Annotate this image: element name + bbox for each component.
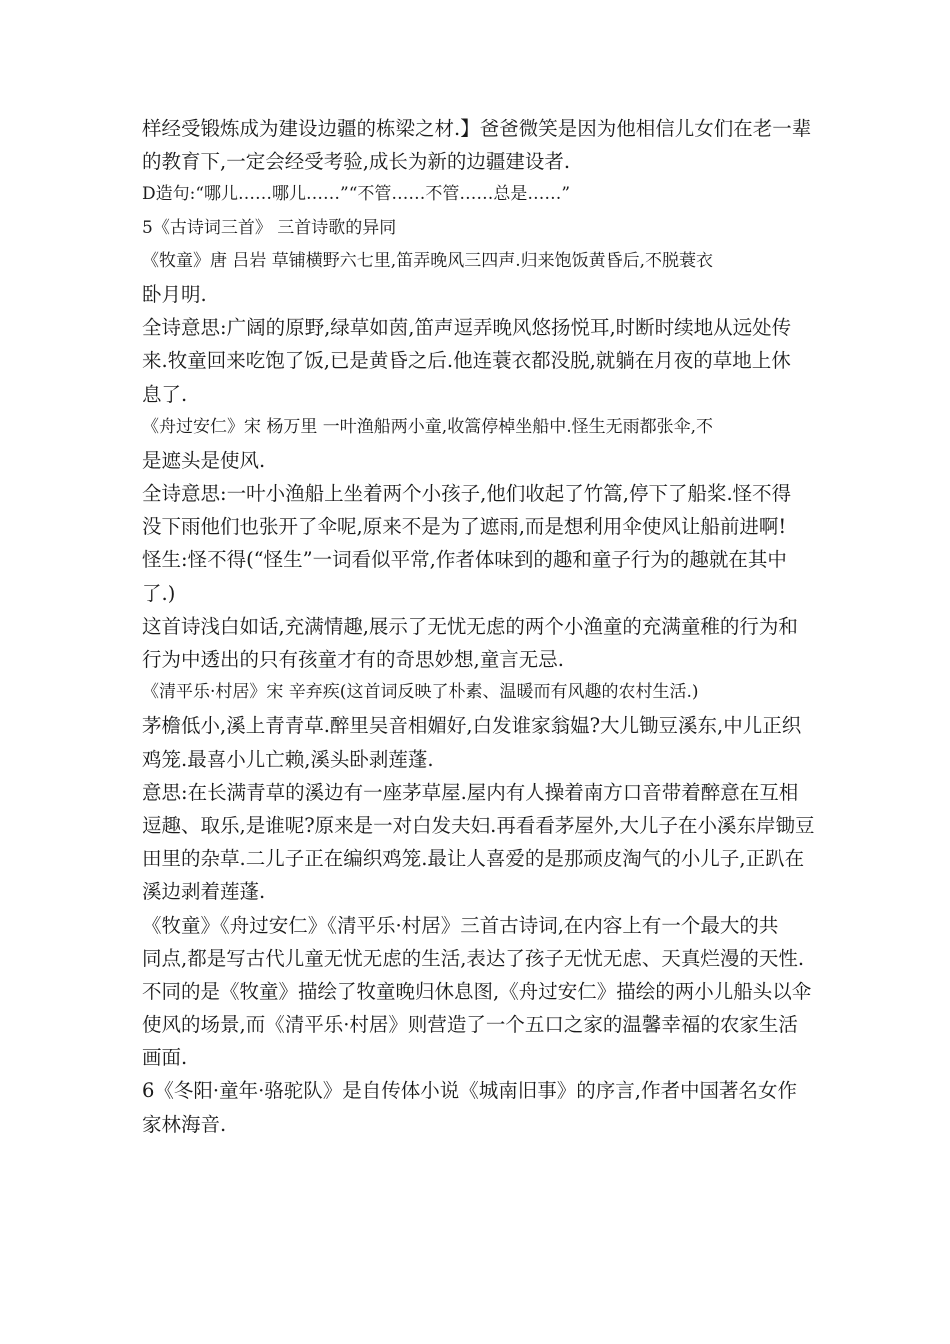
text-line: 来.牧童回来吃饱了饭,已是黄昏之后.他连蓑衣都没脱,就躺在月夜的草地上休 bbox=[142, 349, 791, 373]
text-line: 不同的是《牧童》描绘了牧童晚归休息图,《舟过安仁》描绘的两小儿船头以伞 bbox=[142, 979, 812, 1003]
poem-line: 《牧童》唐 吕岩 草铺横野六七里,笛弄晚风三四声.归来饱饭黄昏后,不脱蓑衣 bbox=[142, 250, 714, 271]
text-line: 全诗意思:广阔的原野,绿草如茵,笛声逗弄晚风悠扬悦耳,时断时续地从远处传 bbox=[142, 316, 792, 340]
text-line: 全诗意思:一叶小渔船上坐着两个小孩子,他们收起了竹篙,停下了船桨.怪不得 bbox=[142, 482, 792, 506]
poem-line: 《舟过安仁》宋 杨万里 一叶渔船两小童,收篙停棹坐船中.怪生无雨都张伞,不 bbox=[142, 416, 714, 437]
text-line: D造句:“哪儿……哪儿……”“不管……不管……总是……” bbox=[142, 184, 571, 205]
text-line: 同点,都是写古代儿童无忧无虑的生活,表达了孩子无忧无虑、天真烂漫的天性. bbox=[142, 946, 805, 970]
poem-line: 是遮头是使风. bbox=[142, 448, 266, 472]
text-line: 溪边剥着莲蓬. bbox=[142, 880, 266, 904]
text-line: 画面. bbox=[142, 1046, 188, 1070]
text-line: 这首诗浅白如话,充满情趣,展示了无忧无虑的两个小渔童的充满童稚的行为和 bbox=[142, 614, 798, 638]
poem-line: 茅檐低小,溪上青青草.醉里吴音相媚好,白发谁家翁媪?大儿锄豆溪东,中儿正织 bbox=[142, 714, 802, 738]
text-line: 意思:在长满青草的溪边有一座茅草屋.屋内有人操着南方口音带着醉意在互相 bbox=[142, 780, 799, 804]
section-heading: 5《古诗词三首》 三首诗歌的异同 bbox=[142, 217, 397, 238]
text-line: 的教育下,一定会经受考验,成长为新的边疆建设者. bbox=[142, 150, 571, 174]
text-line: 使风的场景,而《清平乐·村居》则营造了一个五口之家的温馨幸福的农家生活 bbox=[142, 1013, 798, 1037]
text-line: 怪生:怪不得(“怪生”一词看似平常,作者体味到的趣和童子行为的趣就在其中 bbox=[142, 548, 787, 572]
text-line: 家林海音. bbox=[142, 1112, 227, 1136]
text-line: 行为中透出的只有孩童才有的奇思妙想,童言无忌. bbox=[142, 648, 564, 671]
text-line: 息了. bbox=[142, 382, 188, 406]
poem-line: 鸡笼.最喜小儿亡赖,溪头卧剥莲蓬. bbox=[142, 747, 434, 771]
text-line: 逗趣、取乐,是谁呢?原来是一对白发夫妇.再看看茅屋外,大儿子在小溪东岸锄豆 bbox=[142, 813, 815, 837]
text-line: 田里的杂草.二儿子正在编织鸡笼.最让人喜爱的是那顽皮淘气的小儿子,正趴在 bbox=[142, 847, 805, 871]
text-line: 没下雨他们也张开了伞呢,原来不是为了遮雨,而是想利用伞使风让船前进啊! bbox=[142, 515, 787, 539]
poem-line: 卧月明. bbox=[142, 282, 207, 306]
document-body bbox=[142, 112, 817, 1141]
text-line: 6《冬阳·童年·骆驼队》是自传体小说《城南旧事》的序言,作者中国著名女作 bbox=[142, 1079, 798, 1103]
text-line: 了.) bbox=[142, 581, 176, 605]
text-line: 《牧童》《舟过安仁》《清平乐·村居》三首古诗词,在内容上有一个最大的共 bbox=[142, 913, 779, 937]
poem-line: 《清平乐·村居》宋 辛弃疾(这首词反映了朴素、温暖而有风趣的农村生活.) bbox=[142, 682, 699, 703]
text-line: 样经受锻炼成为建设边疆的栋梁之材.】爸爸微笑是因为他相信儿女们在老一辈 bbox=[142, 117, 812, 140]
